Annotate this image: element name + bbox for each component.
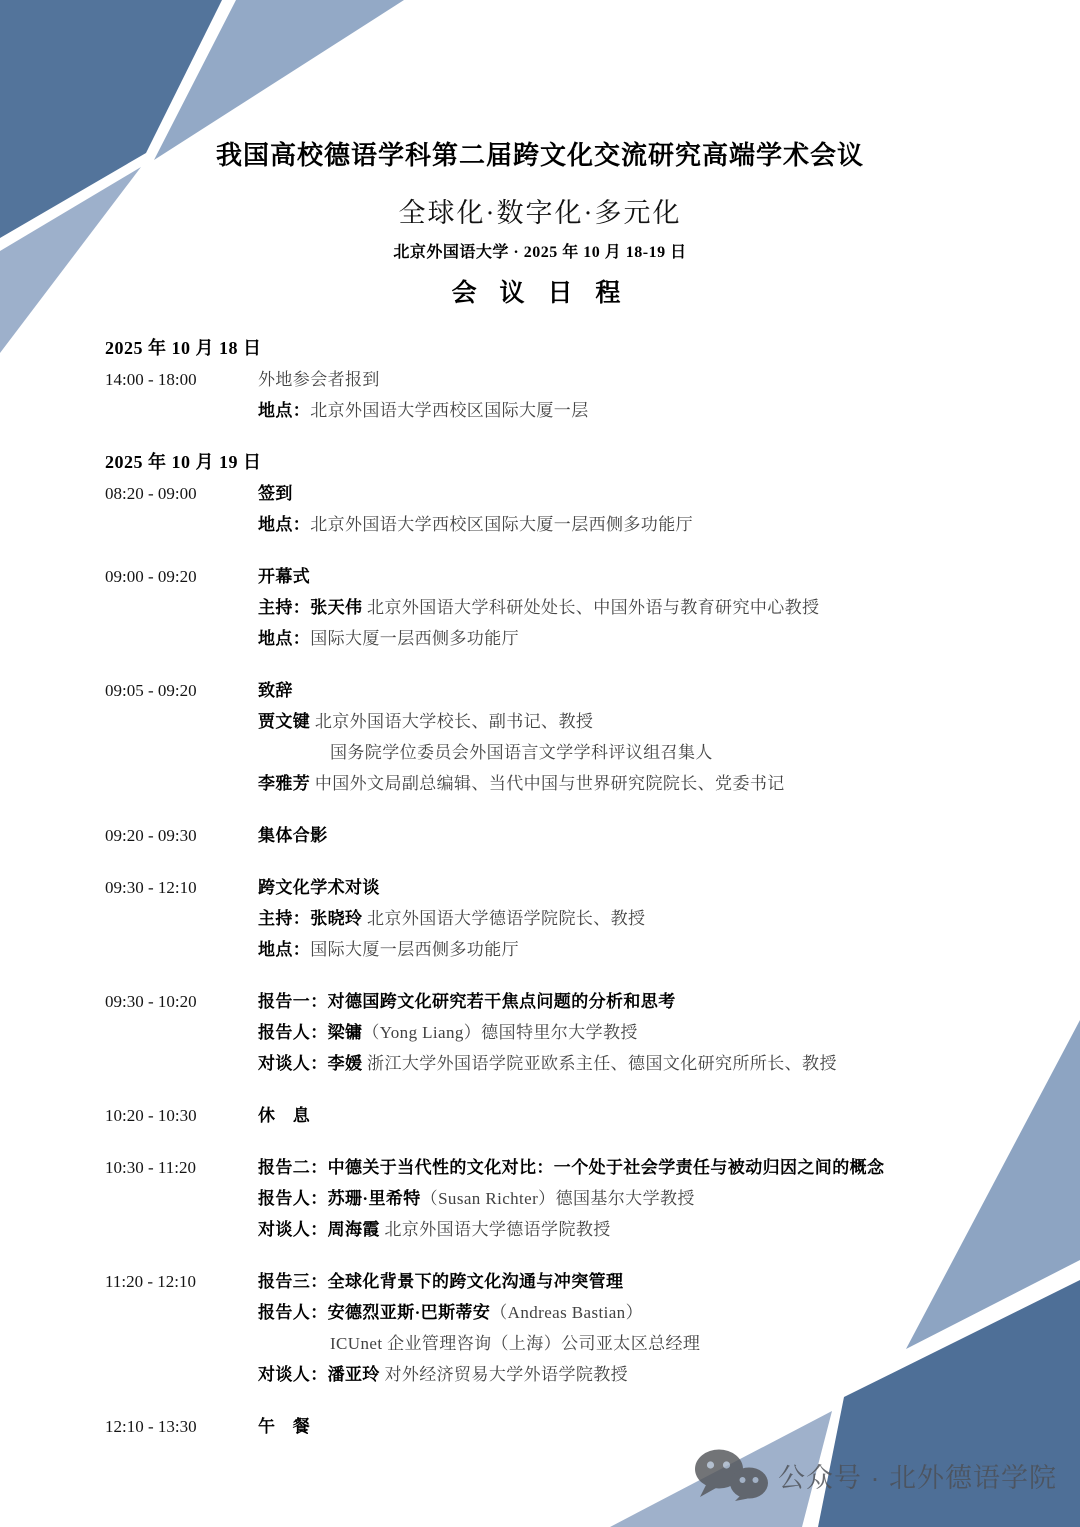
event-line [258,934,1040,965]
event-line [258,820,1040,851]
text-segment: 报告人：苏珊·里希特 [258,1189,421,1208]
event-line [258,1328,1040,1359]
event-line [258,675,1040,706]
text-segment: 报告二：中德关于当代性的文化对比：一个处于社会学责任与被动归因之间的概念 [258,1158,885,1177]
text-segment: 签到 [258,484,293,503]
text-segment: 开幕式 [258,567,311,586]
event-body [258,478,1040,540]
text-segment: 国务院学位委员会外国语言文学学科评议组召集人 [330,743,713,762]
event-line [258,623,1040,654]
text-segment: 主持：张晓玲 [258,909,363,928]
text-segment: 李雅芳 [258,774,311,793]
text-segment: 地点： [258,940,311,959]
event-line [258,561,1040,592]
event-line [258,478,1040,509]
event-time: 09:30 - 10:20 [105,992,197,1011]
text-segment: （Andreas Bastian） [490,1303,643,1322]
event-line [258,1359,1040,1390]
event-body [258,820,1040,851]
event-row [105,1411,1040,1442]
schedule-day [105,333,1040,426]
text-segment: 北京外国语大学西校区国际大厦一层 [310,401,589,420]
event-line [258,395,1040,426]
event-time: 09:05 - 09:20 [105,681,197,700]
event-row [105,820,1040,851]
text-segment: 地点： [258,629,311,648]
schedule [105,333,1040,1463]
wechat-account-label: 公众号 · 北外德语学院 [778,1462,1057,1493]
text-segment: 地点： [258,401,311,420]
date-header: 2025 年 10 月 18 日 [105,338,262,358]
text-segment: 外地参会者报到 [258,370,380,389]
text-segment: 北京外国语大学西校区国际大厦一层西侧多功能厅 [310,515,694,534]
event-line [258,1411,1040,1442]
text-segment: 报告人：梁镛 [258,1023,363,1042]
text-segment: 国际大厦一层西侧多功能厅 [310,940,520,959]
text-segment: 对谈人：周海霞 [258,1220,380,1239]
event-row [105,1266,1040,1390]
event-row [105,986,1040,1079]
text-segment: 报告一：对德国跨文化研究若干焦点问题的分析和思考 [258,992,676,1011]
event-body [258,1411,1040,1442]
event-line [258,509,1040,540]
venue-and-date-line: 北京外国语大学 · 2025 年 10 月 18-19 日 [393,244,687,261]
event-line [258,872,1040,903]
text-segment: 致辞 [258,681,293,700]
event-row [105,1100,1040,1131]
text-segment: 地点： [258,515,311,534]
event-row [105,675,1040,799]
event-line [258,903,1040,934]
text-segment: 浙江大学外国语学院亚欧系主任、德国文化研究所所长、教授 [362,1054,837,1073]
text-segment: 午 餐 [258,1417,311,1436]
event-body [258,872,1040,965]
text-segment: 集体合影 [258,826,328,845]
event-body [258,1100,1040,1131]
text-segment: 跨文化学术对谈 [258,878,380,897]
agenda-heading: 会 议 日 程 [451,279,629,307]
wechat-icon [694,1449,770,1501]
event-line [258,706,1040,737]
text-segment: 北京外国语大学科研处处长、中国外语与教育研究中心教授 [362,598,820,617]
text-segment: 北京外国语大学德语学院院长、教授 [362,909,646,928]
event-row [105,561,1040,654]
text-segment: ICUnet 企业管理咨询（上海）公司亚太区总经理 [330,1334,701,1353]
text-segment: （Yong Liang）德国特里尔大学教授 [362,1023,638,1042]
text-segment: 报告人：安德烈亚斯·巴斯蒂安 [258,1303,491,1322]
event-row [105,1152,1040,1245]
event-time: 08:20 - 09:00 [105,484,197,503]
event-time: 10:20 - 10:30 [105,1106,197,1125]
event-line [258,1266,1040,1297]
page-title: 我国高校德语学科第二届跨文化交流研究高端学术会议 [215,140,864,170]
event-time: 11:20 - 12:10 [105,1272,196,1291]
text-segment: 贾文键 [258,712,311,731]
event-row [105,872,1040,965]
event-time: 09:00 - 09:20 [105,567,197,586]
event-time: 09:20 - 09:30 [105,826,197,845]
date-header: 2025 年 10 月 19 日 [105,452,262,472]
event-time: 14:00 - 18:00 [105,370,197,389]
text-segment: 对谈人：李媛 [258,1054,363,1073]
text-segment: 北京外国语大学德语学院教授 [379,1220,611,1239]
event-line [258,592,1040,623]
event-time: 10:30 - 11:20 [105,1158,196,1177]
text-segment: 北京外国语大学校长、副书记、教授 [310,712,594,731]
event-line [258,1017,1040,1048]
event-body [258,675,1040,799]
event-line [258,1048,1040,1079]
event-body [258,364,1040,426]
event-body [258,1152,1040,1245]
event-line [258,1214,1040,1245]
event-line [258,1100,1040,1131]
event-line [258,1297,1040,1328]
text-segment: 对谈人：潘亚玲 [258,1365,380,1384]
text-segment: 中国外文局副总编辑、当代中国与世界研究院院长、党委书记 [310,774,785,793]
event-line [258,737,1040,768]
conference-theme-subtitle: 全球化·数字化·多元化 [398,198,682,228]
event-body [258,986,1040,1079]
text-segment: 主持：张天伟 [258,598,363,617]
event-line [258,1183,1040,1214]
text-segment: 报告三：全球化背景下的跨文化沟通与冲突管理 [258,1272,624,1291]
event-time: 12:10 - 13:30 [105,1417,197,1436]
event-body [258,1266,1040,1390]
event-time: 09:30 - 12:10 [105,878,197,897]
event-body [258,561,1040,654]
text-segment: 休 息 [258,1106,311,1125]
text-segment: 对外经济贸易大学外语学院教授 [379,1365,629,1384]
text-segment: （Susan Richter）德国基尔大学教授 [420,1189,695,1208]
event-line [258,1152,1040,1183]
event-row [105,478,1040,540]
event-line [258,364,1040,395]
event-line [258,768,1040,799]
event-line [258,986,1040,1017]
schedule-day [105,447,1040,1442]
event-row [105,364,1040,426]
wechat-watermark [694,1449,1057,1501]
text-segment: 国际大厦一层西侧多功能厅 [310,629,520,648]
